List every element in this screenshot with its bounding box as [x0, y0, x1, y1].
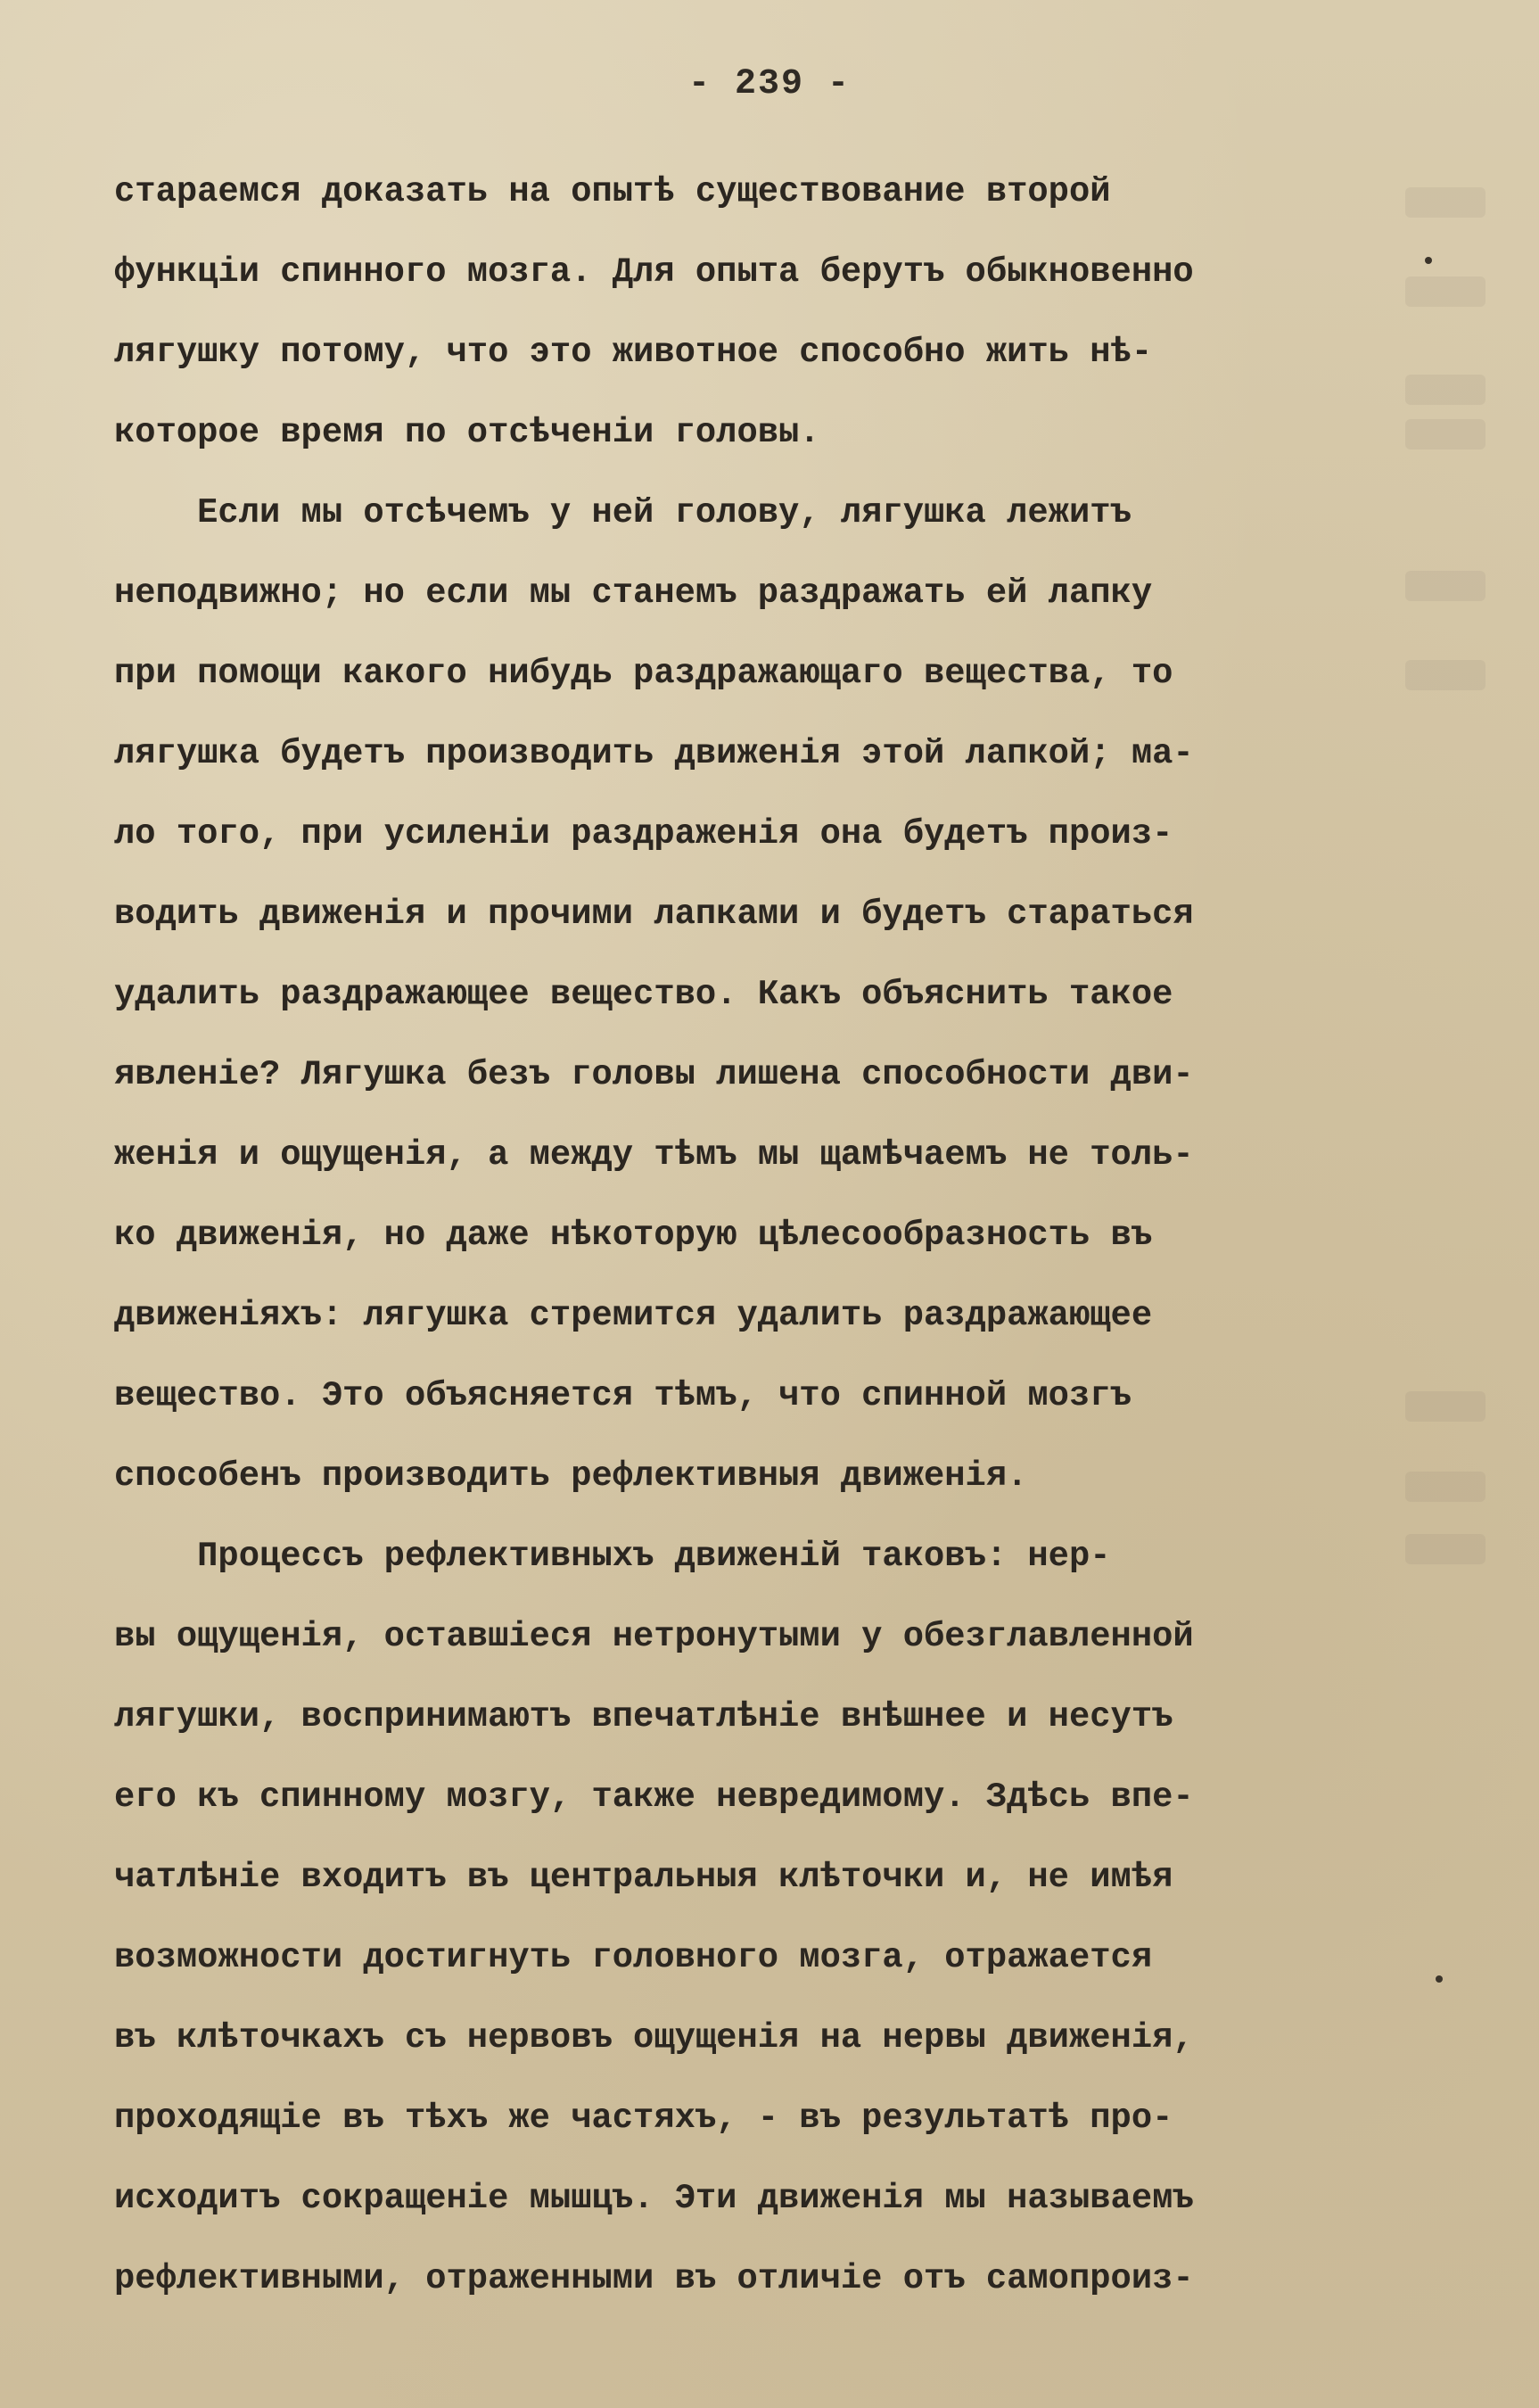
text-line: Процессъ рефлективныхъ движеній таковъ: нер- — [114, 1537, 1111, 1576]
margin-speck — [1436, 1975, 1443, 1983]
text-line: въ клѣточкахъ съ нервовъ ощущенія на нервы движенія, — [114, 2018, 1194, 2058]
text-line: возможности достигнуть головного мозга, отражается — [114, 1938, 1153, 1977]
text-line: ло того, при усиленіи раздраженія она будетъ произ- — [114, 814, 1173, 854]
text-line: удалить раздражающее вещество. Какъ объяснить такое — [114, 975, 1173, 1014]
text-line: проходящіе въ тѣхъ же частяхъ, - въ результатѣ про- — [114, 2099, 1173, 2138]
text-line: функціи спинного мозга. Для опыта берутъ обыкновенно — [114, 252, 1194, 292]
body-text — [114, 152, 1398, 2319]
text-line: чатлѣніе входитъ въ центральныя клѣточки и, не имѣя — [114, 1858, 1173, 1897]
text-line: его къ спинному мозгу, также невредимому. Здѣсь впе- — [114, 1777, 1194, 1817]
text-line: женія и ощущенія, а между тѣмъ мы щамѣчаемъ не толь- — [114, 1135, 1194, 1175]
text-line: Если мы отсѣчемъ у ней голову, лягушка лежитъ — [114, 493, 1132, 532]
text-line: при помощи какого нибудь раздражающаго вещества, то — [114, 654, 1173, 693]
text-line: которое время по отсѣченіи головы. — [114, 413, 820, 452]
text-line: неподвижно; но если мы станемъ раздражать ей лапку — [114, 573, 1153, 613]
text-line: ко движенія, но даже нѣкоторую цѣлесообразность въ — [114, 1216, 1153, 1255]
text-line: лягушка будетъ производить движенія этой лапкой; ма- — [114, 734, 1194, 773]
text-line: вещество. Это объясняется тѣмъ, что спинной мозгъ — [114, 1376, 1132, 1415]
text-line: вы ощущенія, оставшіеся нетронутыми у обезглавленной — [114, 1617, 1194, 1656]
text-line: явленіе? Лягушка безъ головы лишена способности дви- — [114, 1055, 1194, 1094]
text-line: лягушку потому, что это животное способно жить нѣ- — [114, 333, 1153, 372]
text-line: водить движенія и прочими лапками и будетъ стараться — [114, 895, 1194, 934]
text-line: лягушки, воспринимаютъ впечатлѣніе внѣшнее и несутъ — [114, 1697, 1173, 1736]
text-line: рефлективными, отраженными въ отличіе отъ самопроиз- — [114, 2259, 1194, 2298]
text-line: способенъ производить рефлективныя движенія. — [114, 1456, 1028, 1496]
page-number: - 239 - — [687, 64, 852, 104]
text-line: движеніяхъ: лягушка стремится удалить раздражающее — [114, 1296, 1153, 1335]
margin-speck — [1425, 257, 1432, 264]
text-line: стараемся доказать на опытѣ существование второй — [114, 172, 1111, 211]
text-line: исходитъ сокращеніе мышцъ. Эти движенія мы называемъ — [114, 2179, 1194, 2218]
